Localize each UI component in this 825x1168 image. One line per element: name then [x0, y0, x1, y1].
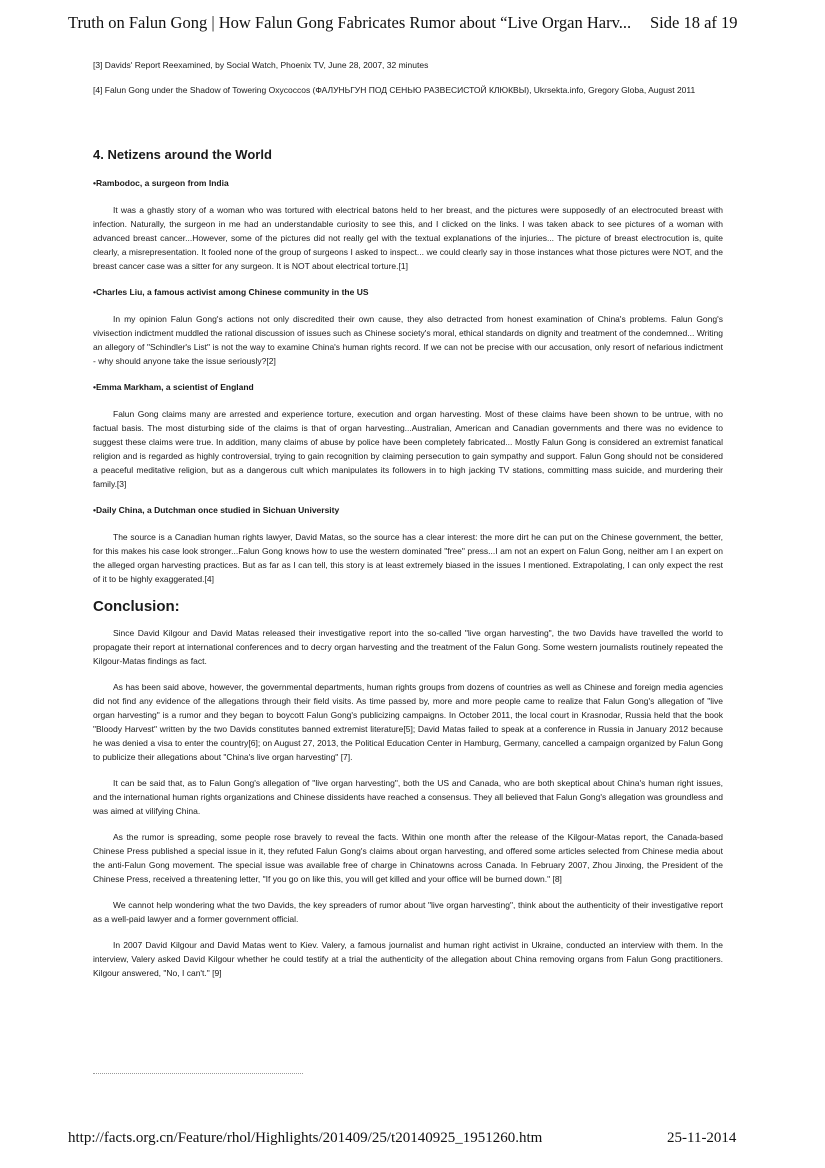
reference-item: [3] Davids' Report Reexamined, by Social Watch, Phoenix TV, June 28, 2007, 32 minutes — [93, 60, 429, 70]
section-heading: 4. Netizens around the World — [93, 147, 272, 162]
conclusion-paragraph: It can be said that, as to Falun Gong's allegation of "live organ harvesting", both the US and Canada, who are both skeptical about China's human right issues, and the international human rights organizations and Chinese dissidents have reached a consensus. They all believed that Falun Gong's allegation was groundless and was aimed at vilifying China. — [93, 778, 723, 816]
netizen-quote: It was a ghastly story of a woman who was tortured with electrical batons held to her breast, and the pictures were supposedly of an electrocuted breast with infection. Naturally, the surgeon in me had an understandable curiosity to see this, and I clicked on the links. I was taken aback to see pictures of a woman with advanced breast cancer...However, some of the pictures did not really gel with the textual explanations of the injuries... The picture of breast electrocution is, quite clearly, a misrepresentation. It fooled none of the group of surgeons I asked to inspect... we could clearly say in those instances what those pictures were NOT, and the breast cancer case was a sitter for any surgeon. It is NOT about electrical torture.[1] — [93, 205, 723, 271]
conclusion-paragraph: As has been said above, however, the governmental departments, human rights groups from dozens of countries as well as Chinese and foreign media agencies did not find any evidence of the allegations through their field visits. As time passed by, more and more people came to realize that Falun Gong's allegation of "live organ harvesting" is a rumor and they began to boycott Falun Gong's publicizing campaigns. In October 2011, the local court in Krasnodar, Russia held that the book "Bloody Harvest" written by the two Davids constitutes banned extremist literature[5]; David Matas failed to speak at a conference in Russia in January 2012 because he was denied a visa to enter the country[6]; on August 27, 2013, the Political Education Center in Hamburg, Germany, cancelled a campaign organized by Falun Gong to publicize their allegations about "China's live organ harvesting" [7]. — [93, 682, 723, 762]
document-body — [93, 58, 723, 992]
conclusion-paragraph: As the rumor is spreading, some people rose bravely to reveal the facts. Within one month after the release of the Kilgour-Matas report, the Canada-based Chinese Press published a special issue in it, they refuted Falun Gong's claims about organ harvesting, and offered some articles selected from Chinese media about the anti-Falun Gong movement. The special issue was available free of charge in Chinatowns across Canada. In February 2007, Zhou Jinxing, the President of the Chinese Press, received a threatening letter, "If you go on like this, you will get killed and your office will be burned down." [8] — [93, 832, 723, 884]
conclusion-paragraph: We cannot help wondering what the two Davids, the key spreaders of rumor about "live organ harvesting", think about the authenticity of their investigative report as a well-paid lawyer and a former government official. — [93, 900, 723, 924]
print-footer — [0, 1130, 825, 1154]
footer-url: http://facts.org.cn/Feature/rhol/Highlights/201409/25/t20140925_1951260.htm — [68, 1130, 543, 1146]
conclusion-paragraph: In 2007 David Kilgour and David Matas went to Kiev. Valery, a famous journalist and human right activist in Ukraine, conducted an interview with them. In the interview, Valery asked David Kilgour whether he could testify at a trial the authenticity of the allegation about China removing organs from Falun Gong practitioners. Kilgour answered, "No, I can't." [9] — [93, 940, 723, 978]
netizen-quote: The source is a Canadian human rights lawyer, David Matas, so the source has a clear interest: the more dirt he can put on the Chinese government, the better, for this makes his case look stronger...Falun Gong knows how to use the western dominated "free" press...I am not an expert on Falun Gong, neither am I an expert on the alleged organ harvesting practices. But as far as I can tell, this story is at least extremely biased in the issues I mentioned. Extrapolating, I can only expect the rest of it to be highly exaggerated.[4] — [93, 532, 723, 584]
footer-date: 25-11-2014 — [667, 1130, 737, 1146]
netizen-quote: In my opinion Falun Gong's actions not only discredited their own cause, they also detracted from honest examination of China's problems. Falun Gong's vivisection indictment muddled the rational discussion of issues such as Chinese society's moral, ethical standards on dignity and treatment of the condemned... Writing an allegory of "Schindler's List" is not the way to examine China's human rights record. If we can not be precise with our accusation, only resort of nefarious indictment - why should anyone take the issue seriously?[2] — [93, 314, 723, 366]
reference-item: [4] Falun Gong under the Shadow of Towering Oxycoccos (ФАЛУНЬГУН ПОД СЕНЬЮ РАЗВЕСИСТОЙ КЛЮКВЫ), Ukrsekta.info, Gregory Globa, August 2011 — [93, 85, 696, 95]
page-title: Truth on Falun Gong | How Falun Gong Fabricates Rumor about “Live Organ Harv... — [68, 13, 632, 32]
conclusion-paragraph: Since David Kilgour and David Matas released their investigative report into the so-called "live organ harvesting", the two Davids have travelled the world to propagate their report at international conferences and to decry organ harvesting and the treatment of the Falun Gong. Some western journalists routinely repeated the Kilgour-Matas findings as fact. — [93, 628, 723, 666]
netizen-label: •Rambodoc, a surgeon from India — [93, 178, 229, 188]
netizen-quote: Falun Gong claims many are arrested and experience torture, execution and organ harvesting. Most of these claims have been shown to be untrue, with no factual basis. The most disturbing side of the claims is that of organ harvesting...Australian, American and Canadian governments and there was no evidence to suggest these claims were true. In addition, many claims of abuse by police have been completely fabricated... Mostly Falun Gong is considered an extremist fanatical religion and is regarded as highly controversial, trying to gain recognition by claiming persecution to gain sympathy and support. Falun Gong should not be considered a peaceful meditative religion, but as a dangerous cult which manipulates its followers in to high jacking TV stations, committing mass suicide, and murdering their family.[3] — [93, 409, 723, 489]
netizen-label: •Daily China, a Dutchman once studied in Sichuan University — [93, 505, 340, 515]
conclusion-heading: Conclusion: — [93, 598, 180, 615]
page-number: Side 18 af 19 — [650, 13, 738, 32]
dotted-divider — [93, 1073, 303, 1074]
netizen-label: •Charles Liu, a famous activist among Chinese community in the US — [93, 287, 369, 297]
netizen-label: •Emma Markham, a scientist of England — [93, 382, 254, 392]
print-header — [0, 6, 825, 40]
